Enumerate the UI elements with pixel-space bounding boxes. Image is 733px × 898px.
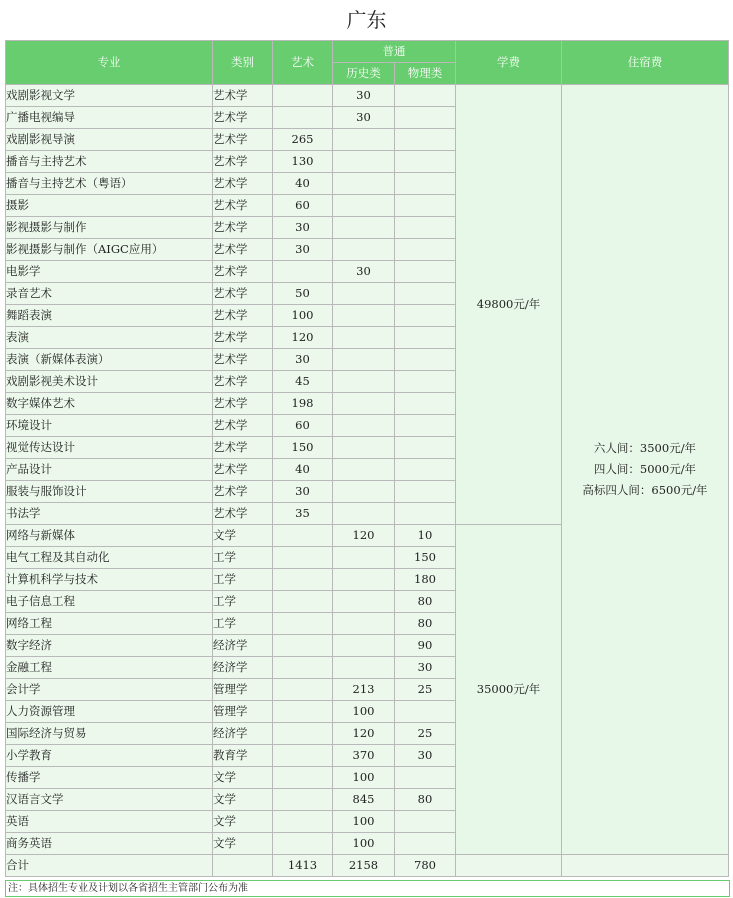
major-cell: 广播电视编导 bbox=[6, 107, 213, 129]
art-quota-cell: 30 bbox=[273, 481, 333, 503]
physics-quota-cell bbox=[395, 107, 456, 129]
category-cell: 艺术学 bbox=[213, 195, 273, 217]
major-cell: 表演（新媒体表演） bbox=[6, 349, 213, 371]
category-cell: 艺术学 bbox=[213, 305, 273, 327]
history-quota-cell: 100 bbox=[333, 833, 395, 855]
physics-quota-cell: 25 bbox=[395, 723, 456, 745]
art-quota-cell: 130 bbox=[273, 151, 333, 173]
page-title: 广东 bbox=[5, 0, 728, 41]
category-cell: 艺术学 bbox=[213, 107, 273, 129]
art-quota-cell bbox=[273, 679, 333, 701]
physics-quota-cell bbox=[395, 415, 456, 437]
category-cell: 教育学 bbox=[213, 745, 273, 767]
art-quota-cell bbox=[273, 745, 333, 767]
header-art: 艺术 bbox=[273, 41, 333, 85]
art-quota-cell bbox=[273, 569, 333, 591]
major-cell: 戏剧影视美术设计 bbox=[6, 371, 213, 393]
history-quota-cell bbox=[333, 591, 395, 613]
category-cell: 经济学 bbox=[213, 723, 273, 745]
table-row bbox=[6, 85, 729, 107]
history-quota-cell bbox=[333, 459, 395, 481]
major-cell: 汉语言文学 bbox=[6, 789, 213, 811]
physics-quota-cell bbox=[395, 305, 456, 327]
total-row bbox=[6, 855, 729, 877]
major-cell: 传播学 bbox=[6, 767, 213, 789]
physics-quota-cell: 25 bbox=[395, 679, 456, 701]
dorm-fee-cell bbox=[562, 85, 729, 855]
art-quota-cell: 150 bbox=[273, 437, 333, 459]
category-cell: 艺术学 bbox=[213, 85, 273, 107]
major-cell: 国际经济与贸易 bbox=[6, 723, 213, 745]
art-quota-cell: 40 bbox=[273, 459, 333, 481]
art-quota-cell bbox=[273, 635, 333, 657]
physics-quota-cell: 90 bbox=[395, 635, 456, 657]
category-cell: 艺术学 bbox=[213, 437, 273, 459]
physics-quota-cell: 150 bbox=[395, 547, 456, 569]
category-cell: 工学 bbox=[213, 547, 273, 569]
physics-quota-cell bbox=[395, 767, 456, 789]
physics-quota-cell bbox=[395, 371, 456, 393]
history-quota-cell: 213 bbox=[333, 679, 395, 701]
art-quota-cell bbox=[273, 547, 333, 569]
art-quota-cell bbox=[273, 85, 333, 107]
history-quota-cell: 370 bbox=[333, 745, 395, 767]
art-quota-cell bbox=[273, 657, 333, 679]
major-cell: 网络与新媒体 bbox=[6, 525, 213, 547]
major-cell: 环境设计 bbox=[6, 415, 213, 437]
history-quota-cell: 30 bbox=[333, 107, 395, 129]
art-quota-cell bbox=[273, 261, 333, 283]
history-quota-cell: 100 bbox=[333, 701, 395, 723]
major-cell: 表演 bbox=[6, 327, 213, 349]
history-quota-cell bbox=[333, 151, 395, 173]
art-quota-cell: 50 bbox=[273, 283, 333, 305]
major-cell: 电影学 bbox=[6, 261, 213, 283]
header-category: 类别 bbox=[213, 41, 273, 85]
dorm-fee-line: 四人间：5000元/年 bbox=[593, 462, 697, 476]
header-dorm: 住宿费 bbox=[562, 41, 729, 85]
art-quota-cell bbox=[273, 525, 333, 547]
major-cell: 电气工程及其自动化 bbox=[6, 547, 213, 569]
art-quota-cell: 265 bbox=[273, 129, 333, 151]
art-quota-cell bbox=[273, 811, 333, 833]
physics-quota-cell bbox=[395, 503, 456, 525]
history-quota-cell: 30 bbox=[333, 85, 395, 107]
history-quota-cell bbox=[333, 569, 395, 591]
history-quota-cell bbox=[333, 547, 395, 569]
art-quota-cell bbox=[273, 789, 333, 811]
category-cell: 艺术学 bbox=[213, 503, 273, 525]
category-cell: 文学 bbox=[213, 525, 273, 547]
header-general: 普通 bbox=[333, 41, 456, 63]
physics-quota-cell bbox=[395, 811, 456, 833]
history-quota-cell bbox=[333, 657, 395, 679]
physics-quota-cell bbox=[395, 129, 456, 151]
physics-quota-cell bbox=[395, 833, 456, 855]
history-quota-cell bbox=[333, 239, 395, 261]
history-quota-cell: 30 bbox=[333, 261, 395, 283]
category-cell: 工学 bbox=[213, 591, 273, 613]
dorm-fee-line: 高标四人间：6500元/年 bbox=[582, 483, 708, 497]
major-cell: 人力资源管理 bbox=[6, 701, 213, 723]
art-tuition-cell: 49800元/年 bbox=[456, 85, 562, 525]
total-history: 2158 bbox=[333, 855, 395, 877]
art-quota-cell: 60 bbox=[273, 415, 333, 437]
art-quota-cell bbox=[273, 701, 333, 723]
category-cell: 艺术学 bbox=[213, 371, 273, 393]
physics-quota-cell: 30 bbox=[395, 745, 456, 767]
category-cell: 艺术学 bbox=[213, 349, 273, 371]
major-cell: 书法学 bbox=[6, 503, 213, 525]
total-art: 1413 bbox=[273, 855, 333, 877]
category-cell: 文学 bbox=[213, 789, 273, 811]
major-cell: 数字媒体艺术 bbox=[6, 393, 213, 415]
art-quota-cell bbox=[273, 833, 333, 855]
category-cell: 管理学 bbox=[213, 701, 273, 723]
major-cell: 录音艺术 bbox=[6, 283, 213, 305]
header-major: 专业 bbox=[6, 41, 213, 85]
major-cell: 摄影 bbox=[6, 195, 213, 217]
art-quota-cell: 30 bbox=[273, 349, 333, 371]
category-cell: 艺术学 bbox=[213, 261, 273, 283]
category-cell: 艺术学 bbox=[213, 239, 273, 261]
category-cell: 文学 bbox=[213, 811, 273, 833]
art-quota-cell bbox=[273, 591, 333, 613]
physics-quota-cell bbox=[395, 393, 456, 415]
physics-quota-cell bbox=[395, 261, 456, 283]
category-cell: 艺术学 bbox=[213, 481, 273, 503]
major-cell: 计算机科学与技术 bbox=[6, 569, 213, 591]
general-tuition-cell: 35000元/年 bbox=[456, 525, 562, 855]
history-quota-cell: 100 bbox=[333, 767, 395, 789]
category-cell: 工学 bbox=[213, 613, 273, 635]
history-quota-cell bbox=[333, 503, 395, 525]
physics-quota-cell bbox=[395, 481, 456, 503]
history-quota-cell bbox=[333, 305, 395, 327]
physics-quota-cell bbox=[395, 283, 456, 305]
physics-quota-cell: 80 bbox=[395, 789, 456, 811]
history-quota-cell bbox=[333, 613, 395, 635]
art-quota-cell bbox=[273, 613, 333, 635]
physics-quota-cell bbox=[395, 195, 456, 217]
footnote: 注：具体招生专业及计划以各省招生主管部门公布为准 bbox=[5, 880, 730, 897]
header-tuition: 学费 bbox=[456, 41, 562, 85]
physics-quota-cell: 80 bbox=[395, 613, 456, 635]
major-cell: 金融工程 bbox=[6, 657, 213, 679]
physics-quota-cell: 10 bbox=[395, 525, 456, 547]
physics-quota-cell bbox=[395, 217, 456, 239]
history-quota-cell: 845 bbox=[333, 789, 395, 811]
major-cell: 戏剧影视导演 bbox=[6, 129, 213, 151]
physics-quota-cell bbox=[395, 239, 456, 261]
header-physics: 物理类 bbox=[395, 63, 456, 85]
major-cell: 视觉传达设计 bbox=[6, 437, 213, 459]
physics-quota-cell bbox=[395, 151, 456, 173]
physics-quota-cell bbox=[395, 173, 456, 195]
major-cell: 数字经济 bbox=[6, 635, 213, 657]
major-cell: 舞蹈表演 bbox=[6, 305, 213, 327]
major-cell: 英语 bbox=[6, 811, 213, 833]
history-quota-cell bbox=[333, 635, 395, 657]
history-quota-cell bbox=[333, 437, 395, 459]
physics-quota-cell bbox=[395, 437, 456, 459]
category-cell: 文学 bbox=[213, 767, 273, 789]
major-cell: 播音与主持艺术 bbox=[6, 151, 213, 173]
art-quota-cell: 30 bbox=[273, 217, 333, 239]
history-quota-cell bbox=[333, 415, 395, 437]
history-quota-cell bbox=[333, 173, 395, 195]
major-cell: 影视摄影与制作（AIGC应用） bbox=[6, 239, 213, 261]
art-quota-cell: 198 bbox=[273, 393, 333, 415]
art-quota-cell: 60 bbox=[273, 195, 333, 217]
major-cell: 小学教育 bbox=[6, 745, 213, 767]
art-quota-cell: 35 bbox=[273, 503, 333, 525]
major-cell: 戏剧影视文学 bbox=[6, 85, 213, 107]
major-cell: 产品设计 bbox=[6, 459, 213, 481]
history-quota-cell bbox=[333, 217, 395, 239]
category-cell: 管理学 bbox=[213, 679, 273, 701]
dorm-fee-line: 六人间：3500元/年 bbox=[593, 441, 697, 455]
category-cell: 艺术学 bbox=[213, 173, 273, 195]
category-cell: 经济学 bbox=[213, 635, 273, 657]
physics-quota-cell bbox=[395, 327, 456, 349]
major-cell: 网络工程 bbox=[6, 613, 213, 635]
category-cell: 文学 bbox=[213, 833, 273, 855]
category-cell: 艺术学 bbox=[213, 151, 273, 173]
art-quota-cell: 40 bbox=[273, 173, 333, 195]
total-physics: 780 bbox=[395, 855, 456, 877]
history-quota-cell bbox=[333, 327, 395, 349]
art-quota-cell: 100 bbox=[273, 305, 333, 327]
art-quota-cell bbox=[273, 107, 333, 129]
major-cell: 服装与服饰设计 bbox=[6, 481, 213, 503]
physics-quota-cell: 30 bbox=[395, 657, 456, 679]
category-cell: 工学 bbox=[213, 569, 273, 591]
category-cell: 艺术学 bbox=[213, 283, 273, 305]
category-cell: 艺术学 bbox=[213, 393, 273, 415]
history-quota-cell bbox=[333, 129, 395, 151]
history-quota-cell bbox=[333, 195, 395, 217]
physics-quota-cell bbox=[395, 85, 456, 107]
header-history: 历史类 bbox=[333, 63, 395, 85]
art-quota-cell: 30 bbox=[273, 239, 333, 261]
history-quota-cell bbox=[333, 283, 395, 305]
total-tuition-empty bbox=[456, 855, 562, 877]
history-quota-cell: 120 bbox=[333, 723, 395, 745]
history-quota-cell bbox=[333, 481, 395, 503]
category-cell: 艺术学 bbox=[213, 217, 273, 239]
art-quota-cell: 120 bbox=[273, 327, 333, 349]
history-quota-cell bbox=[333, 349, 395, 371]
physics-quota-cell: 80 bbox=[395, 591, 456, 613]
major-cell: 播音与主持艺术（粤语） bbox=[6, 173, 213, 195]
history-quota-cell: 100 bbox=[333, 811, 395, 833]
history-quota-cell bbox=[333, 371, 395, 393]
category-cell: 艺术学 bbox=[213, 415, 273, 437]
total-dorm-empty bbox=[562, 855, 729, 877]
history-quota-cell bbox=[333, 393, 395, 415]
physics-quota-cell bbox=[395, 459, 456, 481]
major-cell: 影视摄影与制作 bbox=[6, 217, 213, 239]
major-cell: 会计学 bbox=[6, 679, 213, 701]
category-cell: 艺术学 bbox=[213, 129, 273, 151]
category-cell: 艺术学 bbox=[213, 459, 273, 481]
history-quota-cell: 120 bbox=[333, 525, 395, 547]
art-quota-cell: 45 bbox=[273, 371, 333, 393]
physics-quota-cell: 180 bbox=[395, 569, 456, 591]
major-cell: 商务英语 bbox=[6, 833, 213, 855]
total-label: 合计 bbox=[6, 855, 213, 877]
total-category-empty bbox=[213, 855, 273, 877]
category-cell: 经济学 bbox=[213, 657, 273, 679]
physics-quota-cell bbox=[395, 701, 456, 723]
table-header bbox=[6, 41, 729, 85]
admission-table bbox=[5, 40, 729, 877]
physics-quota-cell bbox=[395, 349, 456, 371]
major-cell: 电子信息工程 bbox=[6, 591, 213, 613]
table-body bbox=[6, 85, 729, 877]
category-cell: 艺术学 bbox=[213, 327, 273, 349]
art-quota-cell bbox=[273, 723, 333, 745]
art-quota-cell bbox=[273, 767, 333, 789]
